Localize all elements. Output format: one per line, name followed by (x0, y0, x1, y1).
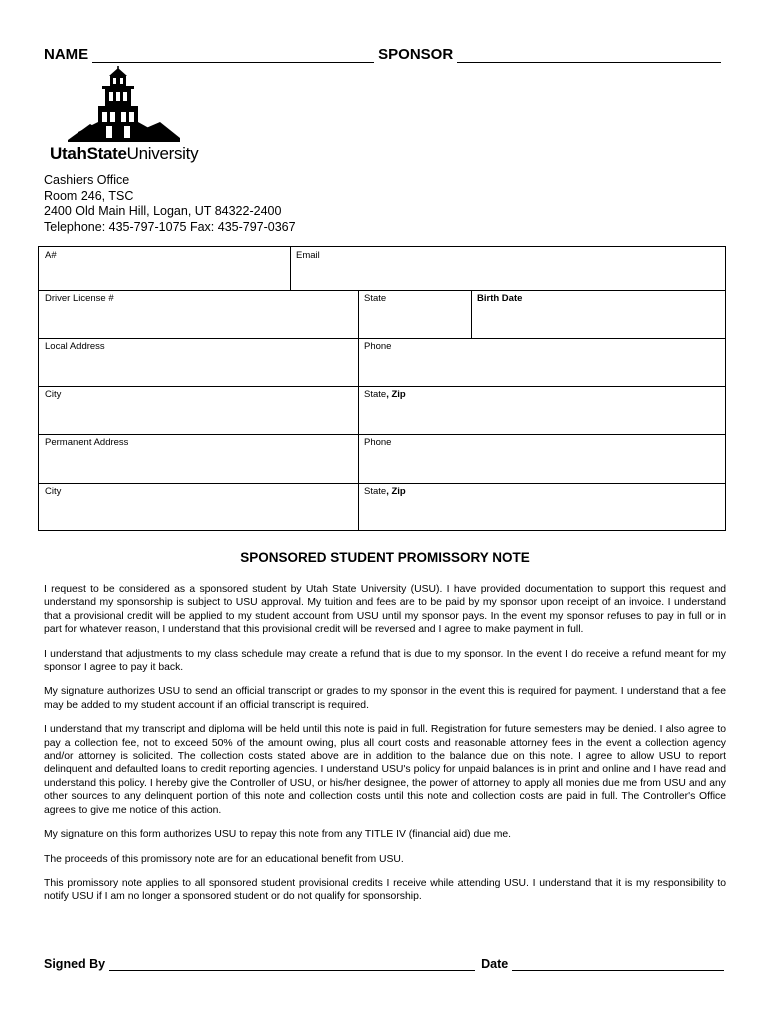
sponsor-label: SPONSOR (378, 46, 454, 63)
state-field[interactable] (358, 290, 471, 338)
driver-license-label: Driver License # (45, 293, 114, 304)
permanent-zip-label: , Zip (386, 486, 406, 497)
name-label: NAME (44, 46, 89, 63)
permanent-city-field[interactable] (39, 483, 358, 531)
promissory-note-title: SPONSORED STUDENT PROMISSORY NOTE (240, 550, 530, 565)
usu-wordmark (50, 144, 198, 164)
birth-date-label: Birth Date (477, 293, 523, 304)
sponsor-field[interactable] (457, 46, 721, 63)
a-number-field[interactable] (39, 247, 290, 290)
name-field[interactable] (92, 46, 374, 63)
wordmark-bold: UtahState (50, 144, 127, 163)
student-info-form (38, 246, 726, 531)
permanent-city-label: City (45, 486, 62, 497)
office-line-4: Telephone: 435-797-1075 Fax: 435-797-0367 (44, 219, 296, 234)
local-address-field[interactable] (39, 338, 358, 386)
permanent-address-field[interactable] (39, 434, 358, 483)
permanent-state-zip-field[interactable] (358, 483, 725, 531)
signed-by-label: Signed By (44, 957, 106, 971)
signature-row (44, 956, 728, 971)
office-address (44, 173, 296, 235)
birth-date-field[interactable] (471, 290, 725, 338)
driver-license-field[interactable] (39, 290, 358, 338)
email-field[interactable] (290, 247, 725, 290)
local-phone-field[interactable] (358, 338, 725, 386)
state-label: State (364, 293, 387, 304)
note-paragraph-7: This promissory note applies to all sponsored student provisional credits I receive while attending USU. I understand that it is my responsibility to notify USU if I am no longer a sponsored student or do not qualify for sponsorship. (44, 877, 726, 903)
permanent-phone-label: Phone (364, 437, 392, 448)
local-phone-label: Phone (364, 341, 392, 352)
office-line-2: Room 246, TSC (44, 188, 134, 203)
signature-field[interactable] (109, 956, 475, 971)
wordmark-regular: University (126, 144, 199, 163)
note-paragraph-1: I request to be considered as a sponsored student by Utah State University (USU). I have provided documentation to support this request and understand my sponsorship is subject to USU approval. My tuition and fees are to be paid by my sponsor upon receipt of an invoice. I understand that a provisional credit will be applied to my student account from USU until my sponsor pays. In the event my sponsor refuses to pay in full or in part for whatever reason, I understand that this provisional credit will be reversed and I agree to make payment in full. (44, 584, 726, 636)
local-zip-label: , Zip (386, 389, 406, 400)
note-paragraph-2: I understand that adjustments to my class schedule may create a refund that is due to my sponsor. In the event I do receive a refund meant for my sponsor I agree to pay it back. (44, 648, 726, 674)
note-paragraph-6: The proceeds of this promissory note are for an educational benefit from USU. (44, 853, 404, 865)
local-city-label: City (45, 389, 62, 400)
permanent-address-label: Permanent Address (45, 437, 129, 448)
local-state-zip-field[interactable] (358, 386, 725, 434)
office-line-1: Cashiers Office (44, 173, 130, 187)
note-paragraph-4: I understand that my transcript and diploma will be held until this note is paid in full. Registration for future semesters may be denied. I also agree to pay a collection fee, not to exceed 50% of the amount owing, plus all court costs and reasonable attorney fees in the event a collection agency and/or attorney is solicited. The collection costs stated above are in addition to the balance due on this note. I agree to allow USU to report delinquent and defaulted loans to credit reporting agencies. I understand USU's policy for unpaid balances is in print and online and I have read and understand this policy. I hereby give the Controller of USU, or his/her designee, the power of attorney to apply all monies due me from USU and any other sources to any delinquent portion of this note and collection costs until this note and collection costs are paid in full. The Controller's Office agrees to give me notice of this action. (44, 724, 726, 816)
local-address-label: Local Address (45, 341, 105, 352)
note-paragraph-5: My signature on this form authorizes USU to repay this note from any TITLE IV (financial aid) due me. (44, 829, 512, 841)
date-label: Date (481, 957, 509, 971)
header-row (44, 46, 728, 63)
local-city-field[interactable] (39, 386, 358, 434)
note-paragraph-3: My signature authorizes USU to send an official transcript or grades to my sponsor in the event this is required for payment. I understand that a fee may be added to my student account if an official transcript is required. (44, 686, 726, 711)
a-number-label: A# (45, 250, 57, 261)
email-label: Email (296, 250, 320, 261)
local-state-label: State (364, 389, 387, 400)
promissory-note-body (44, 583, 726, 915)
permanent-phone-field[interactable] (358, 434, 725, 483)
permanent-state-label: State (364, 486, 387, 497)
office-line-3: 2400 Old Main Hill, Logan, UT 84322-2400 (44, 204, 282, 218)
date-field[interactable] (512, 956, 724, 971)
